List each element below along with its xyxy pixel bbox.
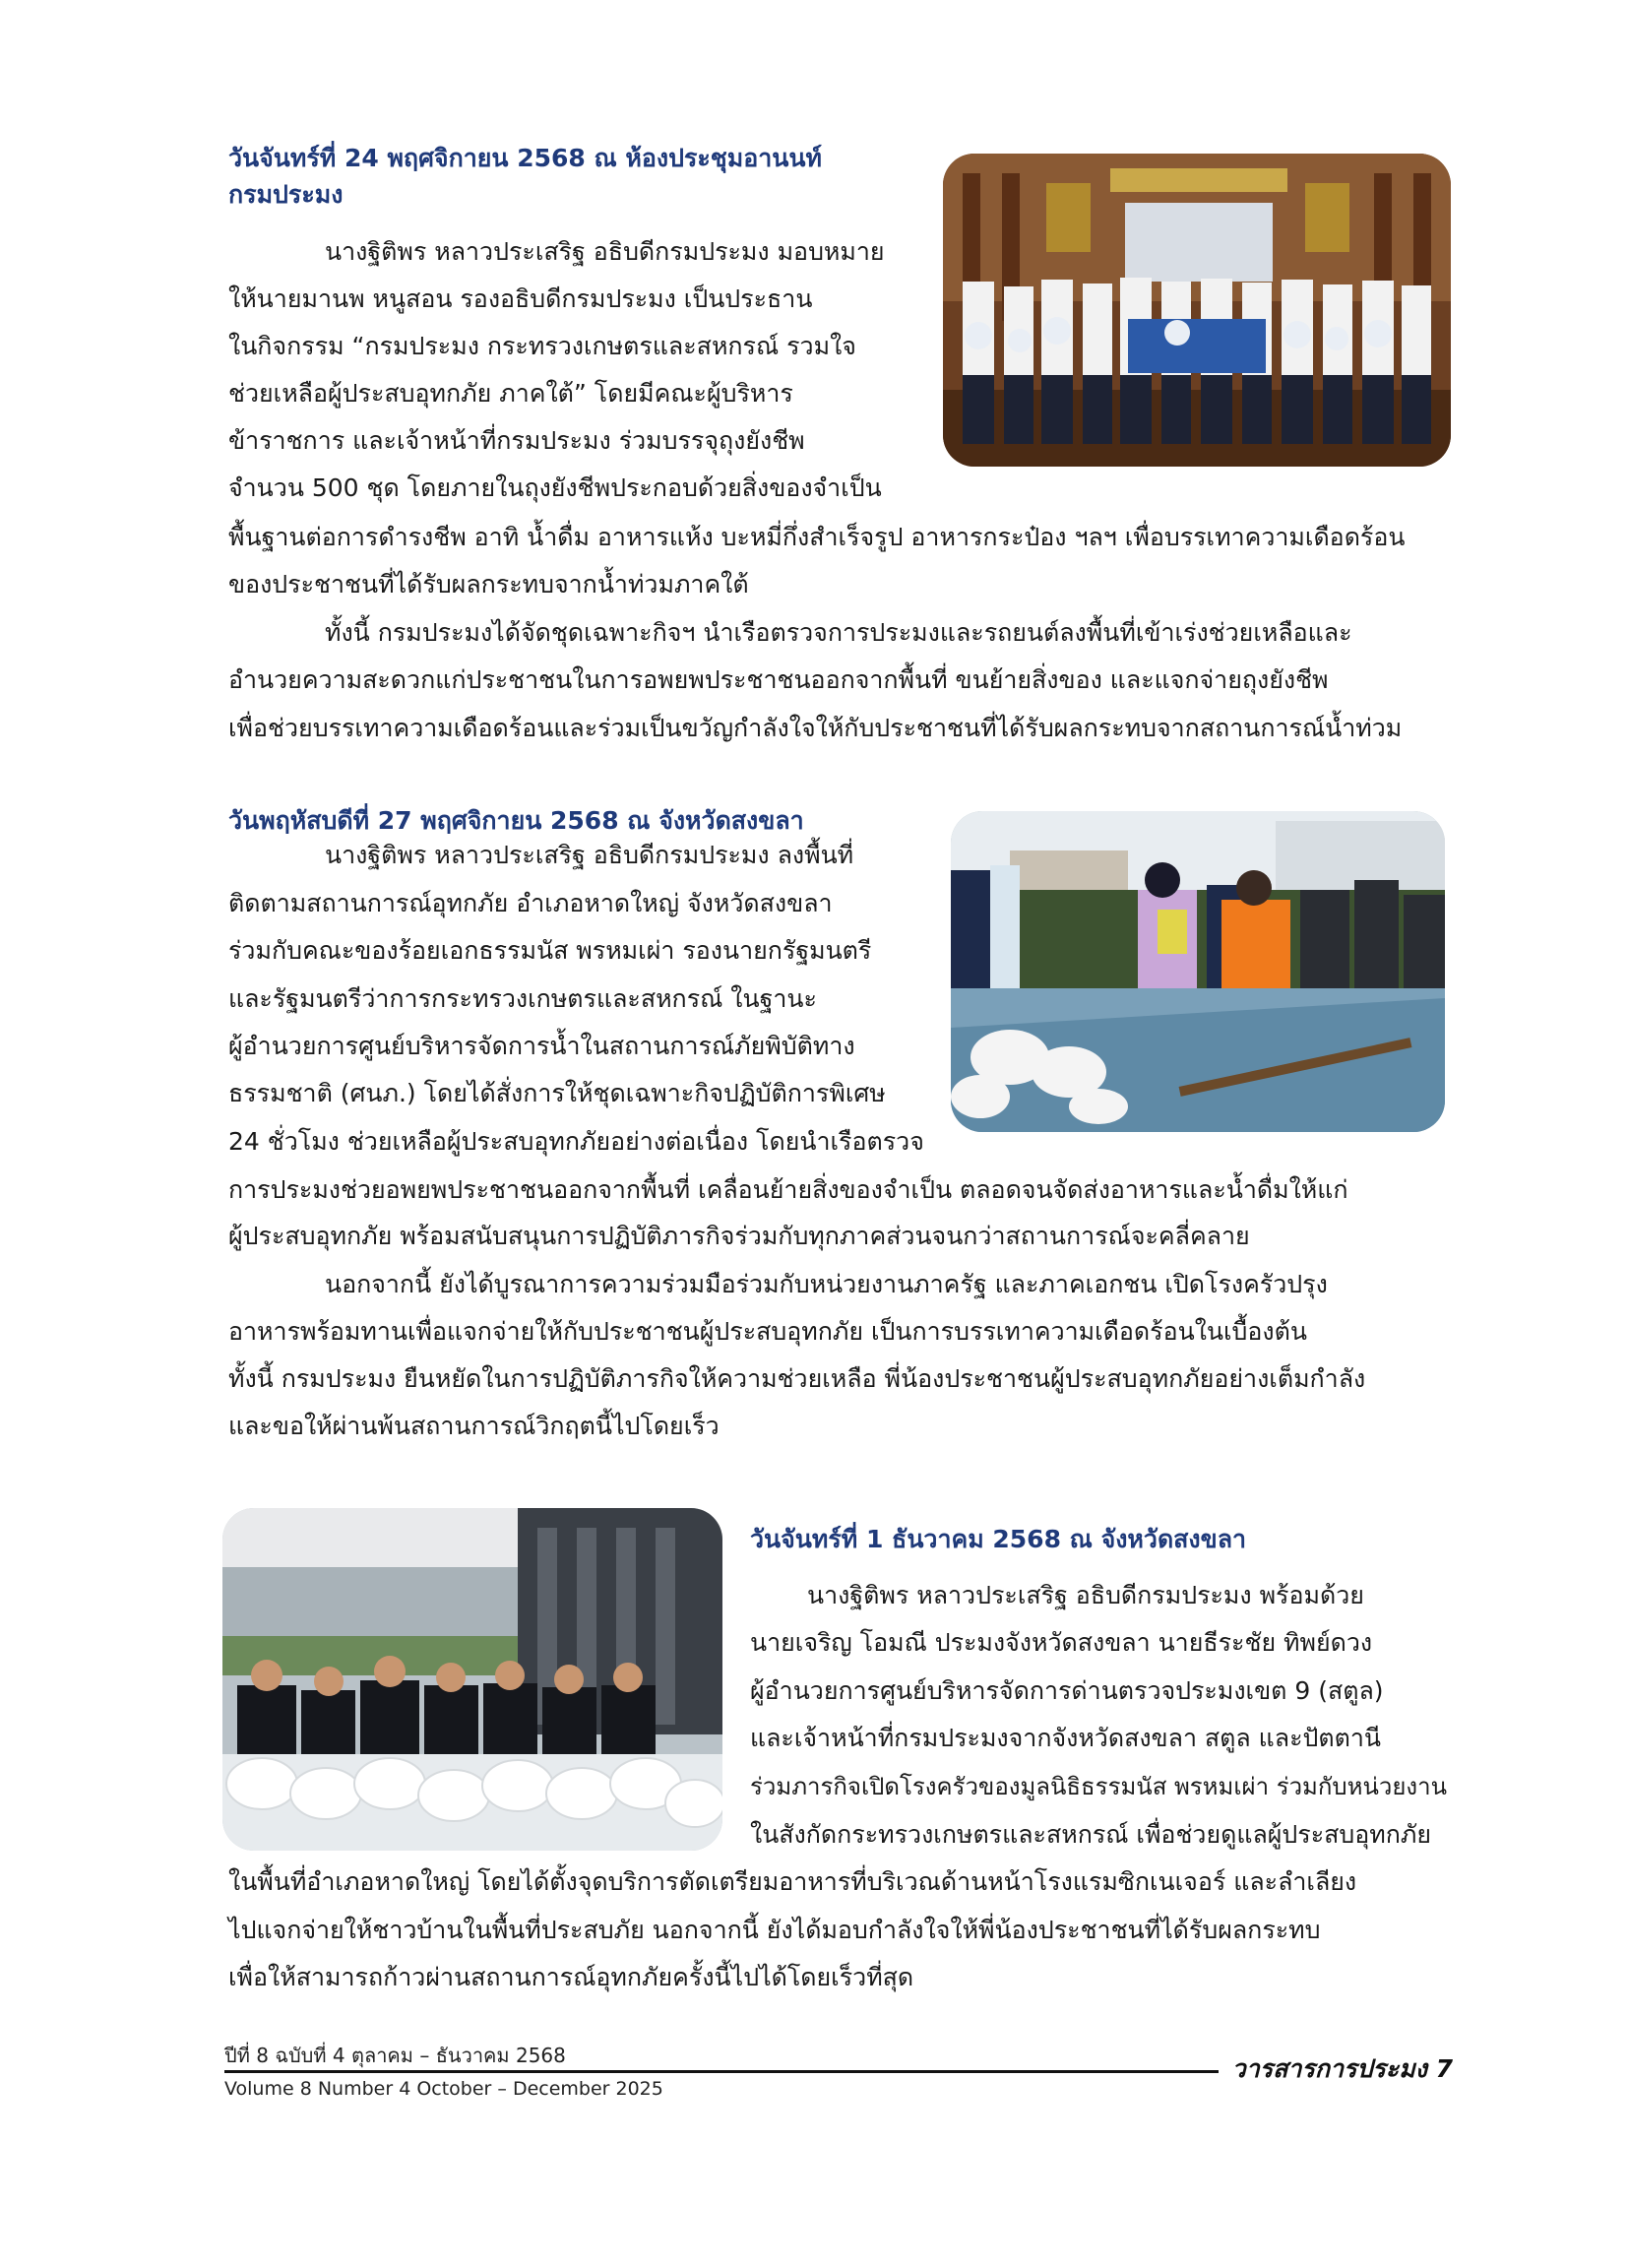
section-1-paragraph-line: ช่วยเหลือผู้ประสบอุทกภัย ภาคใต้” โดยมีคณะผู้บริหาร: [228, 379, 793, 408]
section-1-paragraph-line: พื้นฐานต่อการดำรงชีพ อาทิ น้ำดื่ม อาหารแห้ง บะหมี่กึ่งสำเร็จรูป อาหารกระป๋อง ฯลฯ เพื่อบรรเทาความเดือดร้อน: [228, 523, 1406, 551]
section-1-paragraph-line: ของประชาชนที่ได้รับผลกระทบจากน้ำท่วมภาคใต้: [228, 570, 749, 598]
section-2-paragraph-line: ทั้งนี้ กรมประมง ยืนหยัดในการปฏิบัติภารกิจให้ความช่วยเหลือ พี่น้องประชาชนผู้ประสบอุทกภัยอย่างเต็มกำลัง: [228, 1364, 1366, 1393]
section-1-heading-line-2: กรมประมง: [228, 180, 344, 209]
section-3-paragraph-line: นายเจริญ โอมณี ประมงจังหวัดสงขลา นายธีระชัย ทิพย์ดวง: [750, 1628, 1373, 1657]
section-3-paragraph-line: เพื่อให้สามารถก้าวผ่านสถานการณ์อุทกภัยครั้งนี้ไปได้โดยเร็วที่สุด: [228, 1963, 914, 1991]
section-3-paragraph-line: ในสังกัดกระทรวงเกษตรและสหกรณ์ เพื่อช่วยดูแลผู้ประสบอุทกภัย: [750, 1820, 1432, 1849]
section-2-paragraph-line: ผู้ประสบอุทกภัย พร้อมสนับสนุนการปฏิบัติภารกิจร่วมกับทุกภาคส่วนจนกว่าสถานการณ์จะคลี่คลาย: [228, 1222, 1250, 1250]
section-1-paragraph-line: เพื่อช่วยบรรเทาความเดือดร้อนและร่วมเป็นขวัญกำลังใจให้กับประชาชนที่ได้รับผลกระทบจากสถานการณ์น้ำท่วม: [228, 714, 1403, 742]
section-2-paragraph-line: ผู้อำนวยการศูนย์บริหารจัดการน้ำในสถานการณ์ภัยพิบัติทาง: [228, 1032, 855, 1060]
photo-kitchen-volunteers: [222, 1508, 722, 1851]
section-3-paragraph-line: ร่วมภารกิจเปิดโรงครัวของมูลนิธิธรรมนัส พรหมเผ่า ร่วมกับหน่วยงาน: [750, 1773, 1448, 1800]
section-1-paragraph-line: ให้นายมานพ หนูสอน รองอธิบดีกรมประมง เป็นประธาน: [228, 284, 813, 313]
section-1-paragraph-line: อำนวยความสะดวกแก่ประชาชนในการอพยพประชาชนออกจากพื้นที่ ขนย้ายสิ่งของ และแจกจ่ายถุงยังชีพ: [228, 665, 1329, 694]
footer-journal-page: วารสารการประมง 7: [1231, 2054, 1453, 2083]
section-3-paragraph-line: ในพื้นที่อำเภอหาดใหญ่ โดยได้ตั้งจุดบริการตัดเตรียมอาหารที่บริเวณด้านหน้าโรงแรมซิกเนเจอร์ และลำเลียง: [228, 1867, 1357, 1896]
section-1-paragraph-line: ข้าราชการ และเจ้าหน้าที่กรมประมง ร่วมบรรจุถุงยังชีพ: [228, 426, 805, 455]
section-2-paragraph-line: นางฐิติพร หลาวประเสริฐ อธิบดีกรมประมง ลงพื้นที่: [325, 841, 854, 869]
section-2-paragraph-line: ติดตามสถานการณ์อุทกภัย อำเภอหาดใหญ่ จังหวัดสงขลา: [228, 889, 833, 917]
section-2-paragraph-line: ธรรมชาติ (ศนภ.) โดยได้สั่งการให้ชุดเฉพาะกิจปฏิบัติการพิเศษ: [228, 1079, 886, 1107]
section-2-paragraph-line: และขอให้ผ่านพ้นสถานการณ์วิกฤตนี้ไปโดยเร็ว: [228, 1412, 720, 1440]
section-2-paragraph-line: อาหารพร้อมทานเพื่อแจกจ่ายให้กับประชาชนผู้ประสบอุทกภัย เป็นการบรรเทาความเดือดร้อนในเบื้องต้น: [228, 1317, 1307, 1346]
section-2-heading: วันพฤหัสบดีที่ 27 พฤศจิกายน 2568 ณ จังหวัดสงขลา: [228, 806, 804, 835]
section-2-paragraph-line: การประมงช่วยอพยพประชาชนออกจากพื้นที่ เคลื่อนย้ายสิ่งของจำเป็น ตลอดจนจัดส่งอาหารและน้ำดื่มให้แก่: [228, 1175, 1348, 1204]
section-1-heading-line-1: วันจันทร์ที่ 24 พฤศจิกายน 2568 ณ ห้องประชุมอานนท์: [228, 144, 822, 172]
photo-ceremony-group: [943, 154, 1451, 467]
footer-issue-thai: ปีที่ 8 ฉบับที่ 4 ตุลาคม – ธันวาคม 2568: [224, 2044, 566, 2067]
footer-issue-english: Volume 8 Number 4 October – December 2025: [224, 2078, 663, 2100]
section-2-paragraph-line: นอกจากนี้ ยังได้บูรณาการความร่วมมือร่วมกับหน่วยงานภาครัฐ และภาคเอกชน เปิดโรงครัวปรุง: [325, 1270, 1328, 1298]
section-2-paragraph-line: ร่วมกับคณะของร้อยเอกธรรมนัส พรหมเผ่า รองนายกรัฐมนตรี: [228, 936, 872, 965]
section-1-paragraph-line: ในกิจกรรม “กรมประมง กระทรวงเกษตรและสหกรณ์ รวมใจ: [228, 332, 856, 360]
section-3-paragraph-line: และเจ้าหน้าที่กรมประมงจากจังหวัดสงขลา สตูล และปัตตานี: [750, 1724, 1382, 1752]
section-1-paragraph-line: ทั้งนี้ กรมประมงได้จัดชุดเฉพาะกิจฯ นำเรือตรวจการประมงและรถยนต์ลงพื้นที่เข้าเร่งช่วยเหลือและ: [325, 618, 1352, 647]
section-1-paragraph-line: จำนวน 500 ชุด โดยภายในถุงยังชีพประกอบด้วยสิ่งของจำเป็น: [228, 473, 882, 502]
footer-divider: [224, 2070, 1219, 2073]
section-3-paragraph-line: ผู้อำนวยการศูนย์บริหารจัดการด่านตรวจประมงเขต 9 (สตูล): [750, 1676, 1384, 1705]
section-3-paragraph-line: ไปแจกจ่ายให้ชาวบ้านในพื้นที่ประสบภัย นอกจากนี้ ยังได้มอบกำลังใจให้พี่น้องประชาชนที่ได้รับผลกระทบ: [228, 1916, 1321, 1944]
section-3-heading: วันจันทร์ที่ 1 ธันวาคม 2568 ณ จังหวัดสงขลา: [750, 1525, 1247, 1553]
photo-flood-boat: [951, 811, 1445, 1132]
section-2-paragraph-line: และรัฐมนตรีว่าการกระทรวงเกษตรและสหกรณ์ ในฐานะ: [228, 984, 817, 1013]
section-1-paragraph-line: นางฐิติพร หลาวประเสริฐ อธิบดีกรมประมง มอบหมาย: [325, 237, 885, 266]
section-3-paragraph-line: นางฐิติพร หลาวประเสริฐ อธิบดีกรมประมง พร้อมด้วย: [807, 1581, 1364, 1609]
section-2-paragraph-line: 24 ชั่วโมง ช่วยเหลือผู้ประสบอุทกภัยอย่างต่อเนื่อง โดยนำเรือตรวจ: [228, 1127, 924, 1156]
